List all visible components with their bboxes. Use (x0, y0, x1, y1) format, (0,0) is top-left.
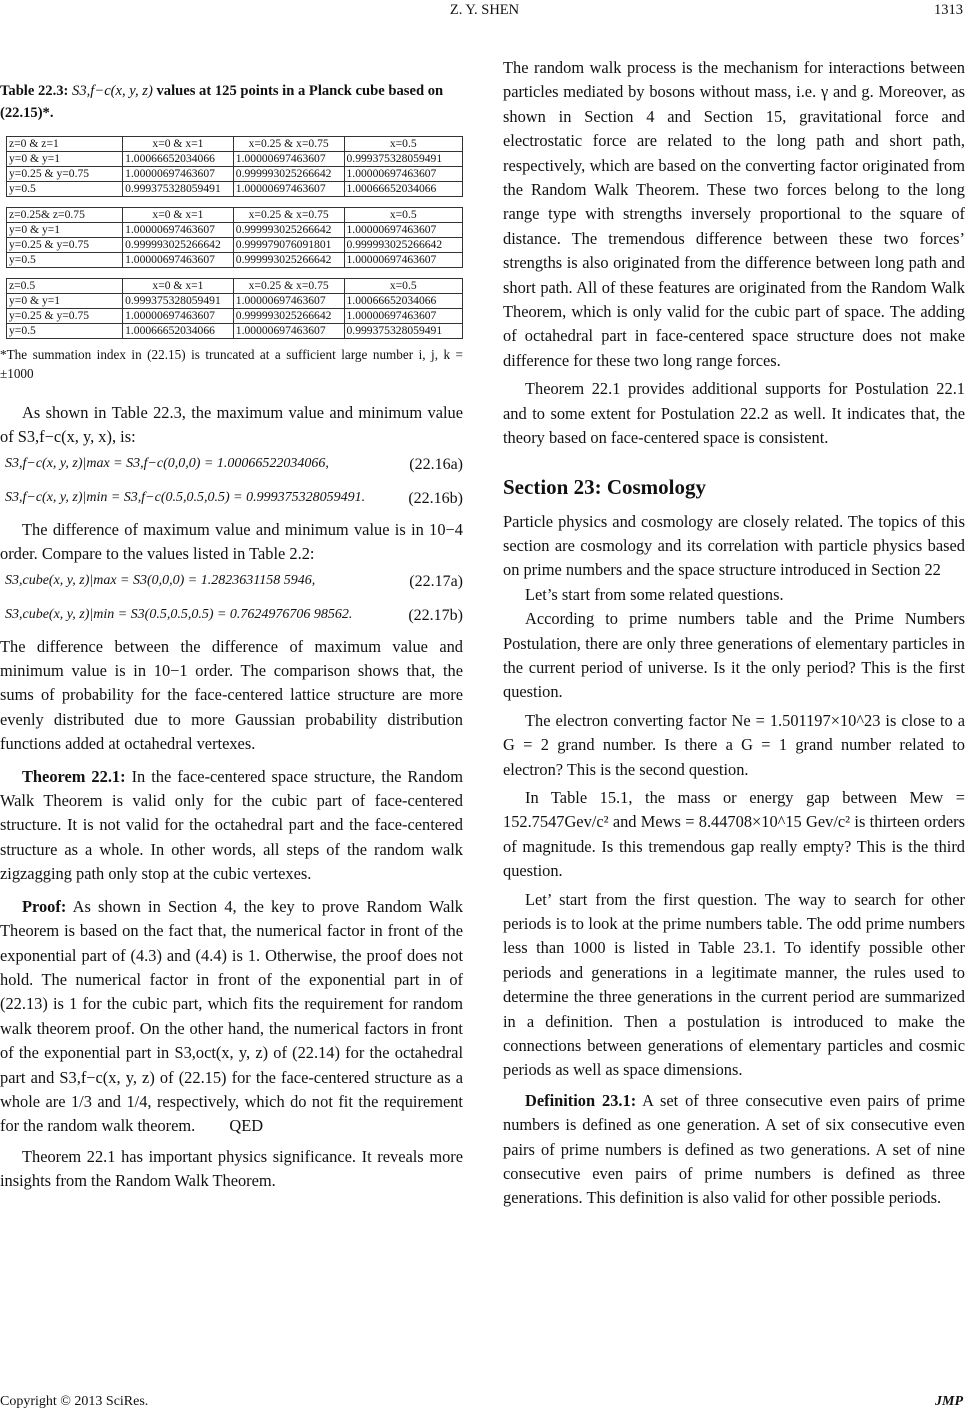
table-caption-label: Table 22.3: (0, 83, 69, 99)
equation-number: (22.17b) (408, 606, 463, 624)
paragraph: Theorem 22.1 has important physics significance. It reveals more insights from the Random Walk Theorem. (0, 1146, 463, 1191)
table-cell: 1.00066652034066 (344, 294, 463, 309)
table-cell: 0.999993025266642 (123, 238, 234, 253)
table-caption-math: S3,f−c(x, y, z) (72, 83, 153, 99)
table-row (7, 167, 463, 182)
table-cell: 0.999375328059491 (344, 152, 463, 167)
table-cell: 1.00000697463607 (233, 182, 344, 197)
table-caption-text: values at 125 points in a Planck cube based on (22.15)*. (0, 83, 444, 121)
table-header-cell: x=0.5 (344, 279, 463, 294)
table-header-cell: x=0 & x=1 (123, 137, 234, 152)
table-row (7, 309, 463, 324)
equation-22-16b (0, 484, 463, 518)
table-header-row (7, 208, 463, 223)
table-cell: 0.999993025266642 (233, 167, 344, 182)
table-cell: y=0 & y=1 (7, 294, 123, 309)
table-header-cell: z=0.25& z=0.75 (7, 208, 123, 223)
table-row (7, 152, 463, 167)
right-column (503, 56, 965, 1211)
table-row (7, 294, 463, 309)
table-cell: 1.00000697463607 (123, 309, 234, 324)
equation-number: (22.16a) (409, 455, 463, 473)
equation-body: S3,f−c(x, y, z)|min = S3,f−c(0.5,0.5,0.5) = 0.999375328059491. (5, 489, 366, 505)
table-cell: 1.00000697463607 (233, 152, 344, 167)
table-header-cell: z=0 & z=1 (7, 137, 123, 152)
equation-body: S3,cube(x, y, z)|min = S3(0.5,0.5,0.5) = 0.7624976706 98562. (5, 606, 353, 622)
equation-22-17a (0, 567, 463, 601)
table-cell: 1.00066652034066 (123, 324, 234, 339)
paragraph: The random walk process is the mechanism for interactions between particles mediated by bosons without mass, i.e. γ and g. Moreover, as shown in Section 4 and Section 15, gravitational force and electrostatic force are related to the long path and short path, respectively, which are based on the converting factor originated from the Random Walk Theorem. These two forces belong to the long range type with strengths inversely proportional to the square of distance. The tremendous difference between these two forces’ strengths is also originated from the difference between long path and short path. All of these features are originated from the Random Walk Theorem, which is only valid for the cubic part of space. The adding of octahedral part in face-centered space structure does not make difference for these two long range forces. (503, 58, 965, 370)
table-header-cell: x=0 & x=1 (123, 208, 234, 223)
theorem-text: In the face-centered space structure, the Random Walk Theorem is valid only for the cubic part of face-centered structure. It is not valid for the octahedral part and the face-centered structure as a whole. In other words, all steps of the random walk zigzagging path only stop at the cubic vertexes. (0, 766, 463, 884)
paragraph: As shown in Table 22.3, the maximum value and minimum value of S3,f−c(x, y, x), is: (0, 403, 463, 447)
copyright: Copyright © 2013 SciRes. (0, 1394, 149, 1409)
paragraph: According to prime numbers table and the Prime Numbers Postulation, there are only three generations of elementary particles in the current period of universe. Is it the only period? This is the first question. (503, 609, 965, 702)
table-footnote: *The summation index in (22.15) is truncated at a sufficient large number i, j, k = ±1000 (0, 347, 463, 381)
table-header-cell: x=0.25 & x=0.75 (233, 279, 344, 294)
table-cell: 1.00066652034066 (123, 152, 234, 167)
table-header-cell: x=0.25 & x=0.75 (233, 137, 344, 152)
paragraph: Let’ start from the first question. The way to search for other periods is to look at the prime numbers table. The odd prime numbers less than 1000 is listed in Table 23.1. To identify possible other periods and generations in a legitimate manner, the rules used to determine the three generations in the current period are summarized in a definition. Then a postulation is introduced to make the connections between generations of elementary particles and cosmic periods as well as space dimensions. (503, 889, 965, 1080)
table-cell: 1.00000697463607 (344, 223, 463, 238)
table-block (6, 207, 463, 268)
table-cell: 1.00000697463607 (233, 294, 344, 309)
table-cell: 0.999375328059491 (123, 294, 234, 309)
table-cell: 1.00000697463607 (123, 167, 234, 182)
proof (0, 895, 463, 1139)
proof-text: As shown in Section 4, the key to prove Random Walk Theorem is based on the fact that, the numerical factor in front of the exponential part of (4.3) and (4.4) is 1. Otherwise, the proof does not hold. The numerical factor in front of the exponential part in of (22.13) is 1 for the cubic part, which fits the requirement for random walk theorem proof. On the other hand, the numerical factors in front of the exponential part in S3,oct(x, y, z) of (22.14) for the octahedral part and S3,f−c(x, y, z) of (22.15) for the face-centered structure as a whole are 1/3 and 1/4, respectively, which do not fit the requirement for the random walk theorem. (0, 896, 463, 1136)
table-header-cell: x=0.5 (344, 137, 463, 152)
equation-body: S3,cube(x, y, z)|max = S3(0,0,0) = 1.2823631158 5946, (5, 572, 316, 588)
table-row (7, 253, 463, 268)
paragraph: Particle physics and cosmology are closely related. The topics of this section are cosmology and its correlation with particle physics based on prime numbers and the space structure introduced in Section 22 (503, 511, 965, 580)
table-row (7, 223, 463, 238)
equation-number: (22.17a) (409, 572, 463, 590)
equation-22-16a (0, 450, 463, 484)
table-cell: 1.00000697463607 (233, 324, 344, 339)
table-cell: 1.00000697463607 (344, 167, 463, 182)
journal-name: JMP (935, 1394, 963, 1409)
table-cell: y=0.5 (7, 324, 123, 339)
table-header-row (7, 279, 463, 294)
table-cell: 1.00000697463607 (344, 309, 463, 324)
table-cell: y=0.5 (7, 253, 123, 268)
table-cell: y=0.25 & y=0.75 (7, 309, 123, 324)
equation-22-17b (0, 601, 463, 635)
table-cell: 0.999375328059491 (344, 324, 463, 339)
table-header-row (7, 137, 463, 152)
table-header-cell: x=0 & x=1 (123, 279, 234, 294)
data-table (0, 136, 463, 339)
table-row (7, 238, 463, 253)
definition-23-1 (503, 1089, 965, 1211)
table-header-cell: z=0.5 (7, 279, 123, 294)
table-header-cell: x=0.5 (344, 208, 463, 223)
theorem-22-1 (0, 765, 463, 887)
paragraph: The electron converting factor Ne = 1.501197×10^23 is close to a G = 2 grand number. Is there a G = 1 grand number related to electron? This is the second question. (503, 710, 965, 779)
table-block (6, 136, 463, 197)
table-row (7, 324, 463, 339)
running-header (0, 2, 969, 22)
table-cell: 1.00000697463607 (123, 223, 234, 238)
running-author: Z. Y. SHEN (449, 2, 520, 18)
paragraph: In Table 15.1, the mass or energy gap between Mew = 152.7547Gev/c² and Mews = 8.44708×10^15 Gev/c² is thirteen orders of magnitude. Is this tremendous gap really empty? This is the third question. (503, 787, 965, 881)
qed-mark: QED (229, 1116, 264, 1136)
table-cell: 0.999375328059491 (123, 182, 234, 197)
table-cell: 0.999993025266642 (233, 309, 344, 324)
page-number: 1313 (934, 2, 963, 18)
theorem-label: Theorem 22.1: (22, 766, 126, 786)
table-header-cell: x=0.25 & x=0.75 (233, 208, 344, 223)
table-cell: 1.00000697463607 (123, 253, 234, 268)
table-cell: 0.999993025266642 (233, 223, 344, 238)
table-caption (0, 80, 463, 124)
paragraph: Theorem 22.1 provides additional supports for Postulation 22.1 and to some extent for Postulation 22.2 as well. It indicates that, the theory based on face-centered space is consistent. (503, 379, 965, 448)
section-heading: Section 23: Cosmology (503, 474, 706, 499)
proof-label: Proof: (22, 896, 67, 916)
equation-body: S3,f−c(x, y, z)|max = S3,f−c(0,0,0) = 1.00066522034066, (5, 455, 329, 471)
paragraph: The difference of maximum value and minimum value is in 10−4 order. Compare to the values listed in Table 2.2: (0, 519, 463, 564)
table-cell: 1.00000697463607 (344, 253, 463, 268)
table-cell: 0.999979076091801 (233, 238, 344, 253)
table-cell: 1.00066652034066 (344, 182, 463, 197)
table-cell: y=0.25 & y=0.75 (7, 167, 123, 182)
paragraph: Let’s start from some related questions. (525, 584, 784, 604)
definition-label: Definition 23.1: (525, 1090, 637, 1110)
equation-number: (22.16b) (408, 489, 463, 507)
table-cell: y=0 & y=1 (7, 152, 123, 167)
table-cell: y=0.25 & y=0.75 (7, 238, 123, 253)
left-column (0, 52, 463, 1194)
table-cell: y=0.5 (7, 182, 123, 197)
table-row (7, 182, 463, 197)
table-cell: 0.999993025266642 (233, 253, 344, 268)
definition-text: A set of three consecutive even pairs of prime numbers is defined as one generation. A set of six consecutive even pairs of prime numbers is defined as two generations. A set of nine consecutive even pairs of prime numbers is defined as three generations. This definition is also valid for other possible periods. (503, 1090, 965, 1208)
table-block (6, 278, 463, 339)
table-cell: 0.999993025266642 (344, 238, 463, 253)
paragraph: The difference between the difference of maximum value and minimum value is in 10−1 order. The comparison shows that, the sums of probability for the face-centered lattice structure are more evenly distributed due to more Gaussian probability distribution functions added at octahedral vertexes. (0, 636, 463, 754)
table-cell: y=0 & y=1 (7, 223, 123, 238)
